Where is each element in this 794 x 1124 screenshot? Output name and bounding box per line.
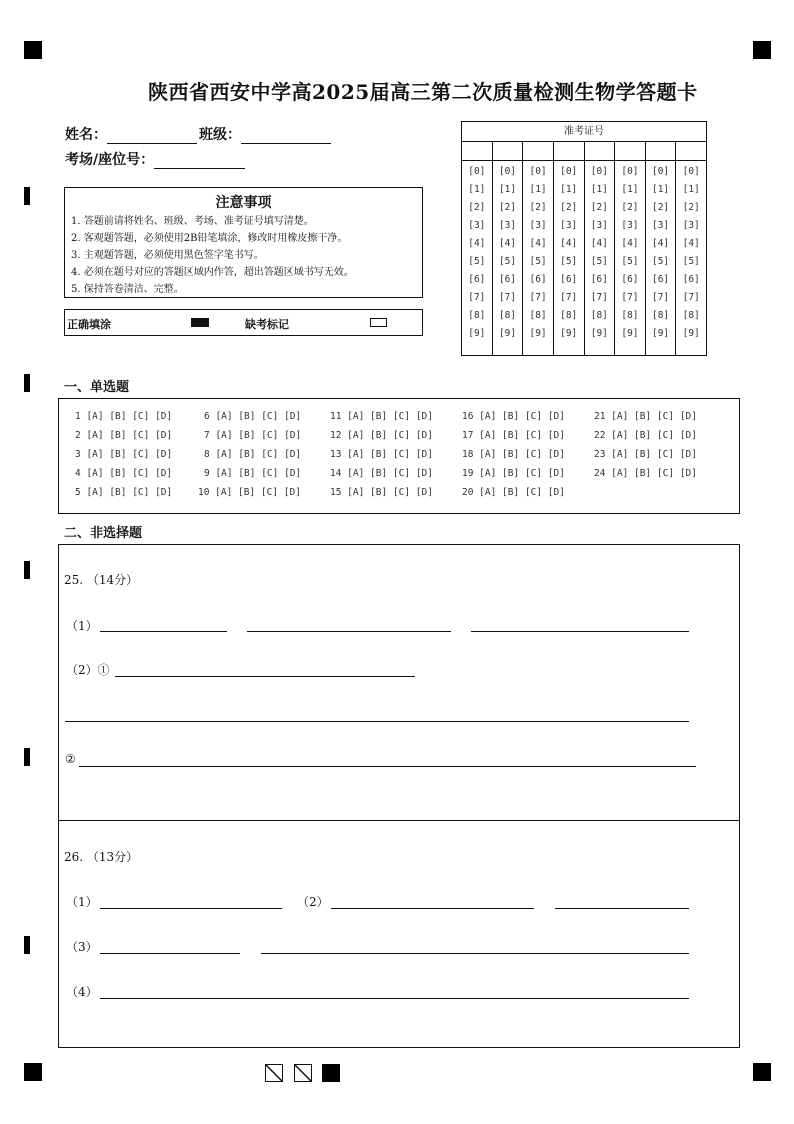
- admission-digit-bubble[interactable]: [2]: [621, 202, 639, 213]
- admission-digit-bubble[interactable]: [5]: [682, 256, 700, 267]
- side-mark: [24, 561, 30, 579]
- choice-item-q6[interactable]: 6 [A] [B] [C] [D]: [204, 411, 302, 422]
- admission-digit-bubble[interactable]: [1]: [529, 184, 547, 195]
- choice-item-q20[interactable]: 20 [A] [B] [C] [D]: [462, 487, 565, 498]
- admission-digit-bubble[interactable]: [5]: [651, 256, 670, 267]
- admission-digit-bubble[interactable]: [7]: [621, 292, 639, 303]
- choice-item-q4[interactable]: 4 [A] [B] [C] [D]: [75, 468, 173, 479]
- admission-columns: [462, 142, 706, 355]
- q26-part4-label: （4）: [66, 985, 98, 999]
- admission-digit-bubble[interactable]: [7]: [651, 292, 670, 303]
- admission-digit-bubble[interactable]: [9]: [529, 328, 547, 339]
- choice-item-q14[interactable]: 14 [A] [B] [C] [D]: [330, 468, 433, 479]
- answer-box-q26: [58, 820, 740, 1048]
- admission-digit-bubble[interactable]: [0]: [682, 166, 700, 177]
- single-choice-box: [58, 398, 740, 514]
- diagonal-mark-icon: [266, 1065, 283, 1082]
- choice-item-q2[interactable]: 2 [A] [B] [C] [D]: [75, 430, 173, 441]
- admission-digit-bubbles: [554, 161, 584, 343]
- class-label: 班级：: [199, 127, 241, 143]
- admission-digit-bubble[interactable]: [9]: [590, 328, 608, 339]
- admission-digit-bubble[interactable]: [6]: [621, 274, 639, 285]
- correct-fill-sample: [191, 318, 209, 327]
- admission-digit-bubble[interactable]: [3]: [468, 220, 486, 231]
- side-mark: [24, 187, 30, 205]
- admission-digit-bubble[interactable]: [9]: [560, 328, 578, 339]
- corner-mark-top-left: [24, 41, 42, 59]
- page-marker-box: [294, 1064, 312, 1082]
- answer-line[interactable]: [247, 631, 451, 632]
- admission-digit-write-cell[interactable]: [462, 142, 492, 161]
- admission-digit-bubble[interactable]: [6]: [590, 274, 608, 285]
- admission-digit-bubble[interactable]: [4]: [529, 238, 547, 249]
- admission-digit-bubble[interactable]: [2]: [590, 202, 608, 213]
- choice-item-q23[interactable]: 23 [A] [B] [C] [D]: [594, 449, 697, 460]
- admission-digit-bubble[interactable]: [3]: [590, 220, 608, 231]
- admission-digit-bubble[interactable]: [0]: [590, 166, 608, 177]
- admission-digit-bubble[interactable]: [6]: [529, 274, 547, 285]
- admission-digit-bubble[interactable]: [1]: [651, 184, 670, 195]
- answer-line[interactable]: [261, 953, 689, 954]
- section-title-non-choice: 二、非选择题: [64, 526, 143, 541]
- answer-line[interactable]: [100, 953, 240, 954]
- admission-digit-bubble[interactable]: [9]: [498, 328, 517, 339]
- admission-digit-bubble[interactable]: [1]: [682, 184, 700, 195]
- admission-digit-bubble[interactable]: [2]: [529, 202, 547, 213]
- page-marker-solid: [322, 1064, 340, 1082]
- answer-line[interactable]: [65, 721, 689, 722]
- admission-digit-bubbles: [676, 161, 706, 343]
- admission-digit-bubble[interactable]: [0]: [560, 166, 578, 177]
- choice-item-q15[interactable]: 15 [A] [B] [C] [D]: [330, 487, 433, 498]
- admission-digit-bubble[interactable]: [8]: [529, 310, 547, 321]
- admission-digit-bubbles: [585, 161, 615, 343]
- answer-line[interactable]: [100, 908, 282, 909]
- notice-item: 3. 主观题答题，必须使用黑色签字笔书写。: [71, 250, 264, 261]
- admission-digit-bubble[interactable]: [8]: [468, 310, 486, 321]
- admission-number-grid: [461, 121, 707, 356]
- name-class-row: [65, 124, 331, 144]
- admission-digit-bubble[interactable]: [5]: [560, 256, 578, 267]
- admission-column: [523, 142, 554, 355]
- admission-digit-bubble[interactable]: [8]: [590, 310, 608, 321]
- choice-item-q10[interactable]: 10 [A] [B] [C] [D]: [198, 487, 301, 498]
- answer-line[interactable]: [115, 676, 415, 677]
- absent-mark-checkbox[interactable]: [370, 318, 387, 327]
- choice-item-q13[interactable]: 13 [A] [B] [C] [D]: [330, 449, 433, 460]
- admission-digit-bubble[interactable]: [5]: [590, 256, 608, 267]
- admission-digit-bubble[interactable]: [5]: [468, 256, 486, 267]
- admission-digit-bubble[interactable]: [8]: [560, 310, 578, 321]
- choice-item-q21[interactable]: 21 [A] [B] [C] [D]: [594, 411, 697, 422]
- admission-digit-bubble[interactable]: [2]: [651, 202, 670, 213]
- notice-box: [64, 187, 423, 298]
- admission-digit-bubble[interactable]: [0]: [529, 166, 547, 177]
- choice-item-q22[interactable]: 22 [A] [B] [C] [D]: [594, 430, 697, 441]
- correct-fill-label: 正确填涂: [67, 318, 111, 331]
- admission-digit-bubbles: [615, 161, 645, 343]
- admission-digit-write-cell[interactable]: [493, 142, 523, 161]
- admission-digit-bubble[interactable]: [7]: [498, 292, 517, 303]
- admission-digit-bubble[interactable]: [8]: [498, 310, 517, 321]
- admission-digit-bubble[interactable]: [1]: [560, 184, 578, 195]
- admission-digit-write-cell[interactable]: [523, 142, 553, 161]
- question-title-26: 26. （13分）: [64, 850, 139, 864]
- choice-item-q24[interactable]: 24 [A] [B] [C] [D]: [594, 468, 697, 479]
- admission-digit-bubble[interactable]: [6]: [651, 274, 670, 285]
- admission-digit-bubble[interactable]: [9]: [682, 328, 700, 339]
- admission-digit-bubble[interactable]: [5]: [529, 256, 547, 267]
- admission-digit-bubble[interactable]: [7]: [590, 292, 608, 303]
- corner-mark-bottom-right: [753, 1063, 771, 1081]
- admission-digit-bubble[interactable]: [0]: [468, 166, 486, 177]
- choice-item-q19[interactable]: 19 [A] [B] [C] [D]: [462, 468, 565, 479]
- diagonal-mark-icon: [295, 1065, 312, 1082]
- admission-digit-bubble[interactable]: [9]: [621, 328, 639, 339]
- admission-digit-bubble[interactable]: [8]: [621, 310, 639, 321]
- answer-line[interactable]: [100, 631, 227, 632]
- answer-line[interactable]: [331, 908, 534, 909]
- section-title-single-choice: 一、单选题: [64, 380, 130, 395]
- choice-item-q9[interactable]: 9 [A] [B] [C] [D]: [204, 468, 302, 479]
- choice-item-q8[interactable]: 8 [A] [B] [C] [D]: [204, 449, 302, 460]
- admission-column: [493, 142, 524, 355]
- admission-column: [615, 142, 646, 355]
- admission-column: [646, 142, 677, 355]
- choice-item-q16[interactable]: 16 [A] [B] [C] [D]: [462, 411, 565, 422]
- admission-digit-bubbles: [523, 161, 553, 343]
- admission-digit-bubble[interactable]: [2]: [498, 202, 517, 213]
- admission-digit-bubble[interactable]: [1]: [498, 184, 517, 195]
- admission-digit-bubble[interactable]: [3]: [682, 220, 700, 231]
- admission-column: [676, 142, 706, 355]
- name-label: 姓名：: [65, 127, 107, 143]
- admission-digit-bubble[interactable]: [4]: [498, 238, 517, 249]
- side-mark: [24, 374, 30, 392]
- admission-digit-bubble[interactable]: [8]: [682, 310, 700, 321]
- admission-digit-bubble[interactable]: [3]: [529, 220, 547, 231]
- admission-digit-bubble[interactable]: [2]: [468, 202, 486, 213]
- admission-digit-bubble[interactable]: [4]: [560, 238, 578, 249]
- admission-digit-bubble[interactable]: [4]: [590, 238, 608, 249]
- choice-item-q17[interactable]: 17 [A] [B] [C] [D]: [462, 430, 565, 441]
- admission-column: [554, 142, 585, 355]
- admission-digit-bubble[interactable]: [4]: [621, 238, 639, 249]
- absent-mark-label: 缺考标记: [245, 318, 289, 331]
- admission-digit-bubble[interactable]: [4]: [468, 238, 486, 249]
- admission-digit-bubble[interactable]: [6]: [682, 274, 700, 285]
- notice-item: 5. 保持答卷清洁、完整。: [71, 284, 184, 295]
- choice-item-q1[interactable]: 1 [A] [B] [C] [D]: [75, 411, 173, 422]
- admission-digit-bubble[interactable]: [7]: [468, 292, 486, 303]
- q25-part2b-label: ②: [65, 752, 76, 766]
- side-mark: [24, 936, 30, 954]
- admission-digit-bubble[interactable]: [3]: [560, 220, 578, 231]
- admission-digit-write-cell[interactable]: [676, 142, 706, 161]
- admission-digit-write-cell[interactable]: [615, 142, 645, 161]
- answer-box-q25: [58, 544, 740, 821]
- admission-digit-bubble[interactable]: [0]: [621, 166, 639, 177]
- question-title-25: 25. （14分）: [64, 573, 139, 587]
- admission-digit-bubble[interactable]: [1]: [621, 184, 639, 195]
- choice-item-q3[interactable]: 3 [A] [B] [C] [D]: [75, 449, 173, 460]
- admission-digit-bubble[interactable]: [2]: [682, 202, 700, 213]
- q26-part1-label: （1）: [66, 895, 98, 909]
- notice-item: 2. 客观题答题，必须使用2B铅笔填涂，修改时用橡皮擦干净。: [71, 233, 348, 244]
- admission-digit-write-cell[interactable]: [646, 142, 676, 161]
- corner-mark-bottom-left: [24, 1063, 42, 1081]
- admission-digit-bubble[interactable]: [8]: [651, 310, 670, 321]
- admission-digit-bubble[interactable]: [1]: [468, 184, 486, 195]
- admission-digit-bubble[interactable]: [3]: [651, 220, 670, 231]
- admission-digit-bubble[interactable]: [7]: [682, 292, 700, 303]
- admission-digit-bubble[interactable]: [6]: [468, 274, 486, 285]
- admission-digit-bubbles: [646, 161, 676, 343]
- answer-line[interactable]: [100, 998, 689, 999]
- choice-item-q7[interactable]: 7 [A] [B] [C] [D]: [204, 430, 302, 441]
- q26-part3-label: （3）: [66, 940, 98, 954]
- choice-item-q5[interactable]: 5 [A] [B] [C] [D]: [75, 487, 173, 498]
- admission-column: [585, 142, 616, 355]
- admission-digit-bubble[interactable]: [5]: [498, 256, 517, 267]
- notice-heading: 注意事项: [215, 195, 272, 211]
- notice-list: [65, 213, 422, 298]
- answer-line[interactable]: [555, 908, 689, 909]
- seat-row: [65, 149, 245, 169]
- corner-mark-top-right: [753, 41, 771, 59]
- side-mark: [24, 748, 30, 766]
- admission-digit-bubble[interactable]: [7]: [560, 292, 578, 303]
- admission-digit-bubble[interactable]: [3]: [498, 220, 517, 231]
- admission-digit-bubble[interactable]: [4]: [651, 238, 670, 249]
- admission-digit-bubble[interactable]: [0]: [498, 166, 517, 177]
- admission-digit-bubble[interactable]: [2]: [560, 202, 578, 213]
- class-field[interactable]: [241, 128, 331, 144]
- choice-item-q11[interactable]: 11 [A] [B] [C] [D]: [330, 411, 433, 422]
- q25-part1-label: （1）: [66, 619, 98, 633]
- name-field[interactable]: [107, 128, 197, 144]
- admission-digit-bubble[interactable]: [6]: [498, 274, 517, 285]
- admission-digit-bubble[interactable]: [0]: [651, 166, 670, 177]
- admission-digit-bubble[interactable]: [5]: [621, 256, 639, 267]
- seat-label: 考场/座位号：: [65, 152, 155, 168]
- admission-digit-bubble[interactable]: [3]: [621, 220, 639, 231]
- admission-digit-write-cell[interactable]: [554, 142, 584, 161]
- admission-digit-bubble[interactable]: [4]: [682, 238, 700, 249]
- answer-line[interactable]: [471, 631, 689, 632]
- sheet-title: 陕西省西安中学高2025届高三第二次质量检测生物学答题卡: [148, 80, 698, 104]
- admission-digit-bubbles: [493, 161, 523, 343]
- admission-digit-bubble[interactable]: [7]: [529, 292, 547, 303]
- admission-digit-bubble[interactable]: [1]: [590, 184, 608, 195]
- admission-digit-bubbles: [462, 161, 492, 343]
- page-marker-box: [265, 1064, 283, 1082]
- admission-column: [462, 142, 493, 355]
- notice-item: 4. 必须在题号对应的答题区域内作答，超出答题区域书写无效。: [71, 267, 354, 278]
- admission-digit-bubble[interactable]: [9]: [468, 328, 486, 339]
- q25-part2-label: （2）①: [66, 663, 110, 677]
- fill-guide: [64, 309, 423, 336]
- answer-line[interactable]: [79, 766, 696, 767]
- admission-digit-bubble[interactable]: [9]: [651, 328, 670, 339]
- admission-digit-write-cell[interactable]: [585, 142, 615, 161]
- choice-item-q12[interactable]: 12 [A] [B] [C] [D]: [330, 430, 433, 441]
- admission-heading: 准考证号: [462, 122, 706, 142]
- choice-item-q18[interactable]: 18 [A] [B] [C] [D]: [462, 449, 565, 460]
- notice-item: 1. 答题前请将姓名、班级、考场、准考证号填写清楚。: [71, 216, 314, 227]
- seat-field[interactable]: [154, 153, 245, 169]
- q26-part2-label: （2）: [297, 895, 329, 909]
- admission-digit-bubble[interactable]: [6]: [560, 274, 578, 285]
